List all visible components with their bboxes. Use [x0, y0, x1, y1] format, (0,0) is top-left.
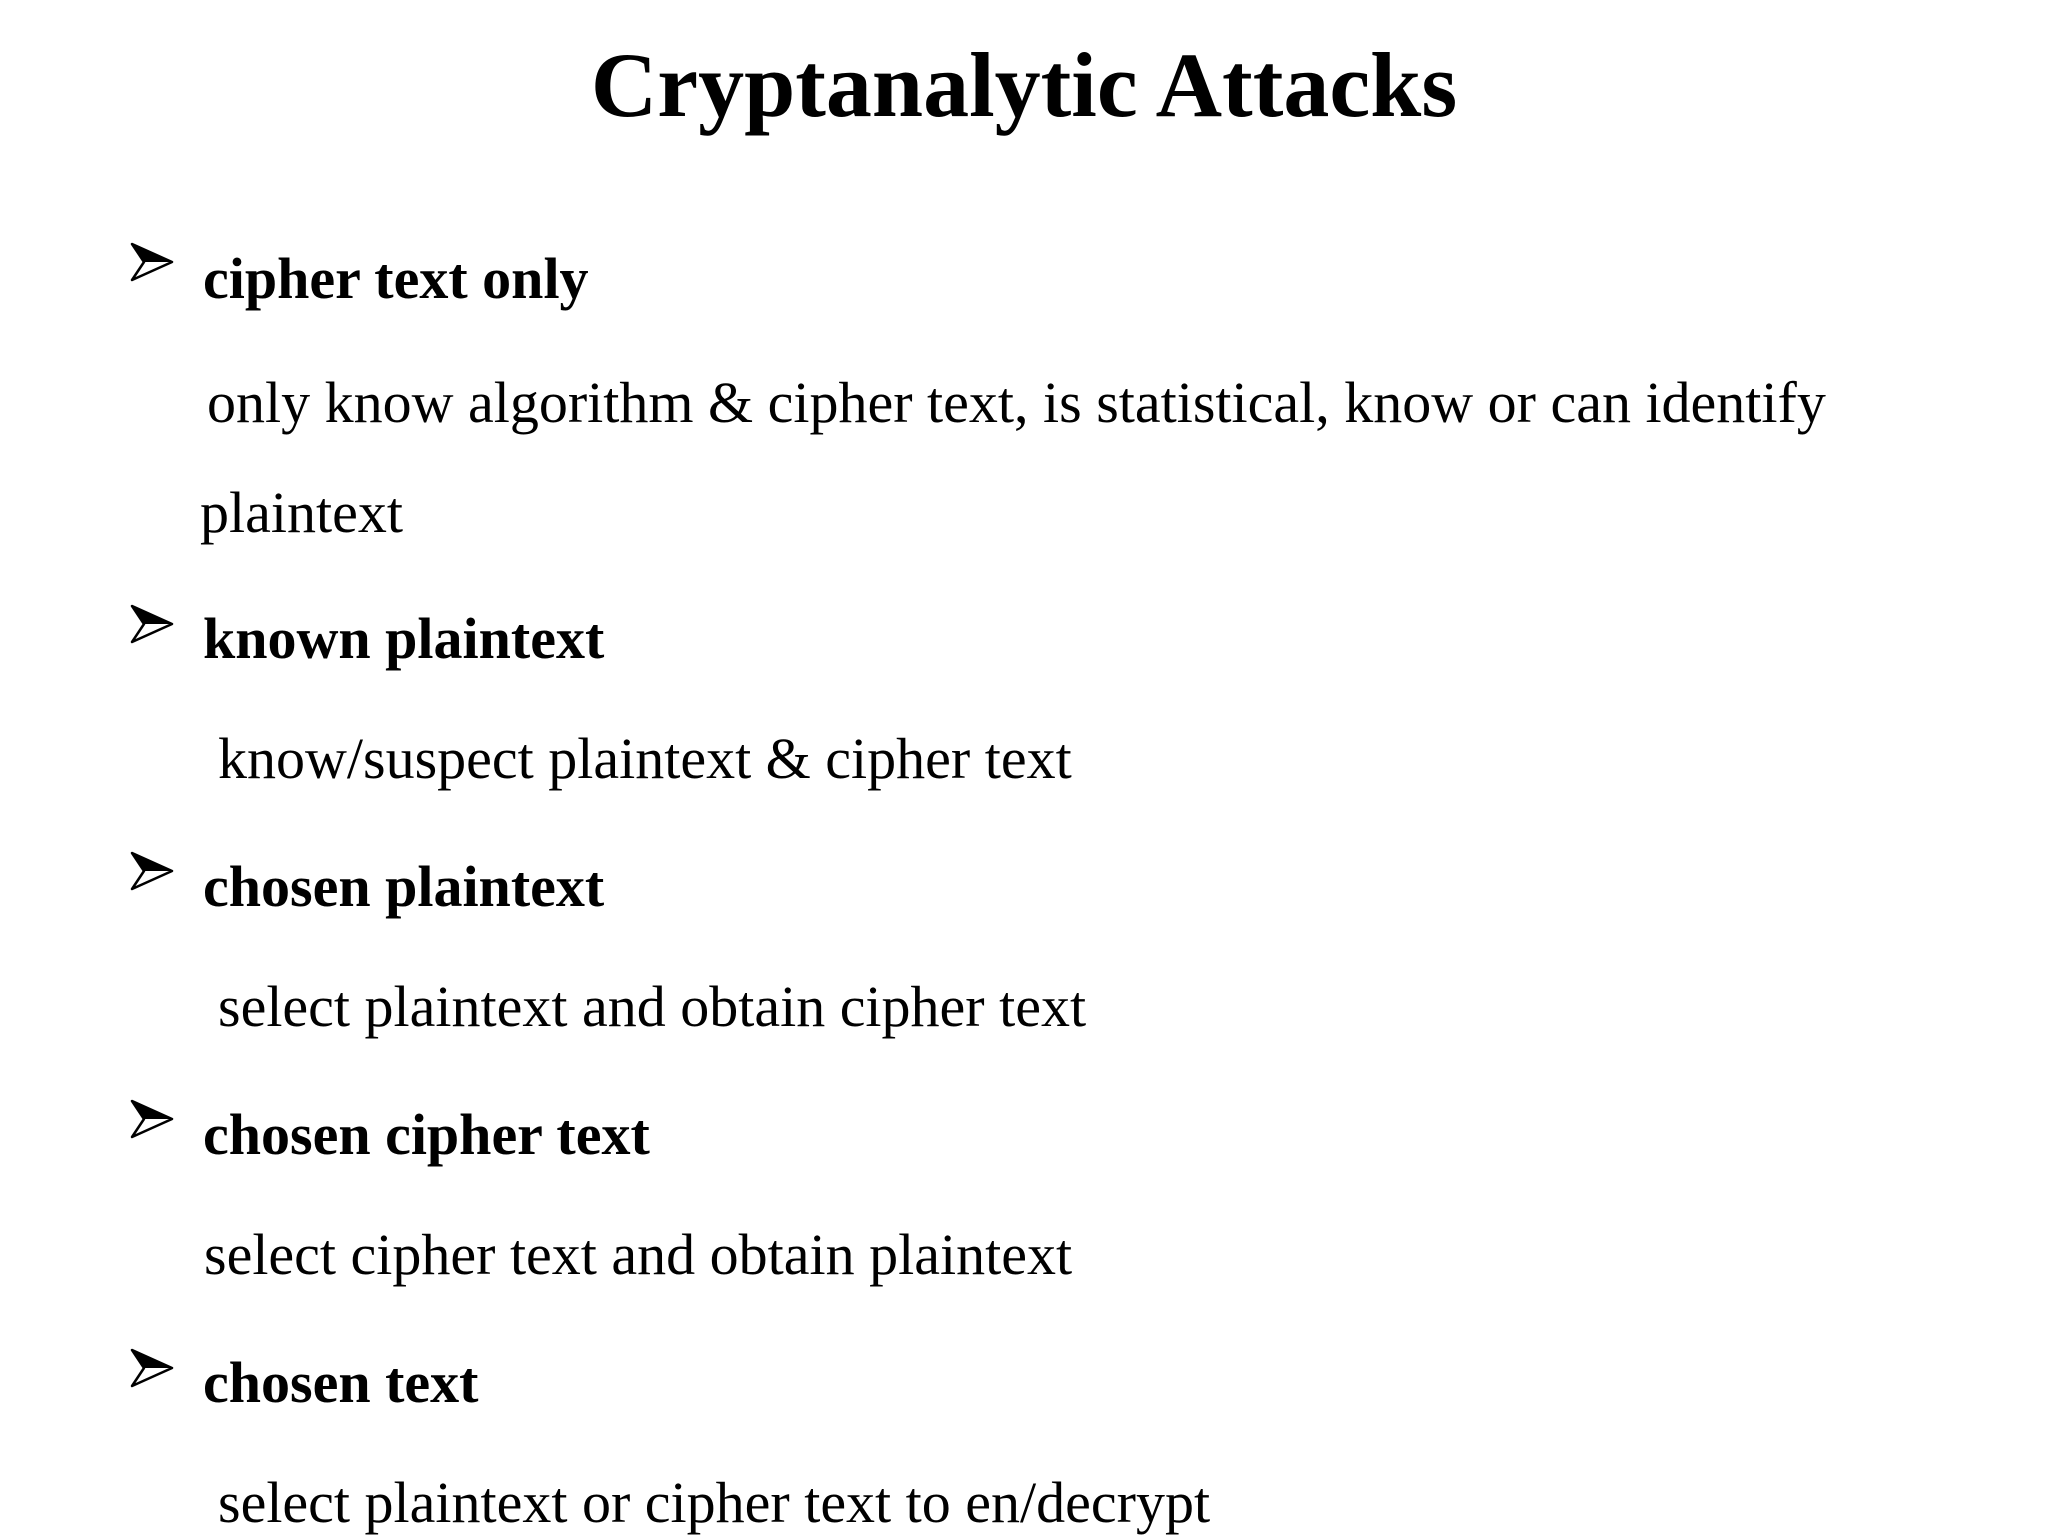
item-heading-cipher-text-only: cipher text only	[203, 246, 589, 311]
item-description-line: plaintext	[200, 480, 403, 545]
arrowhead-bullet-icon	[130, 849, 190, 909]
slide-title: Cryptanalytic Attacks	[590, 34, 1458, 136]
item-description-line: select plaintext and obtain cipher text	[218, 974, 1087, 1039]
item-description-line: select plaintext or cipher text to en/decrypt	[218, 1470, 1211, 1535]
item-heading-chosen-text: chosen text	[203, 1350, 479, 1415]
item-description-line: select cipher text and obtain plaintext	[204, 1222, 1073, 1287]
item-description-line: only know algorithm & cipher text, is statistical, know or can identify	[207, 370, 1826, 435]
arrowhead-bullet-icon	[130, 1346, 190, 1406]
arrowhead-bullet-icon	[130, 240, 190, 300]
arrowhead-bullet-icon	[130, 1097, 190, 1157]
item-heading-chosen-cipher-text: chosen cipher text	[203, 1102, 650, 1167]
item-heading-chosen-plaintext: chosen plaintext	[203, 854, 605, 919]
arrowhead-bullet-icon	[130, 602, 190, 662]
item-heading-known-plaintext: known plaintext	[203, 606, 605, 671]
item-description-line: know/suspect plaintext & cipher text	[218, 726, 1072, 791]
